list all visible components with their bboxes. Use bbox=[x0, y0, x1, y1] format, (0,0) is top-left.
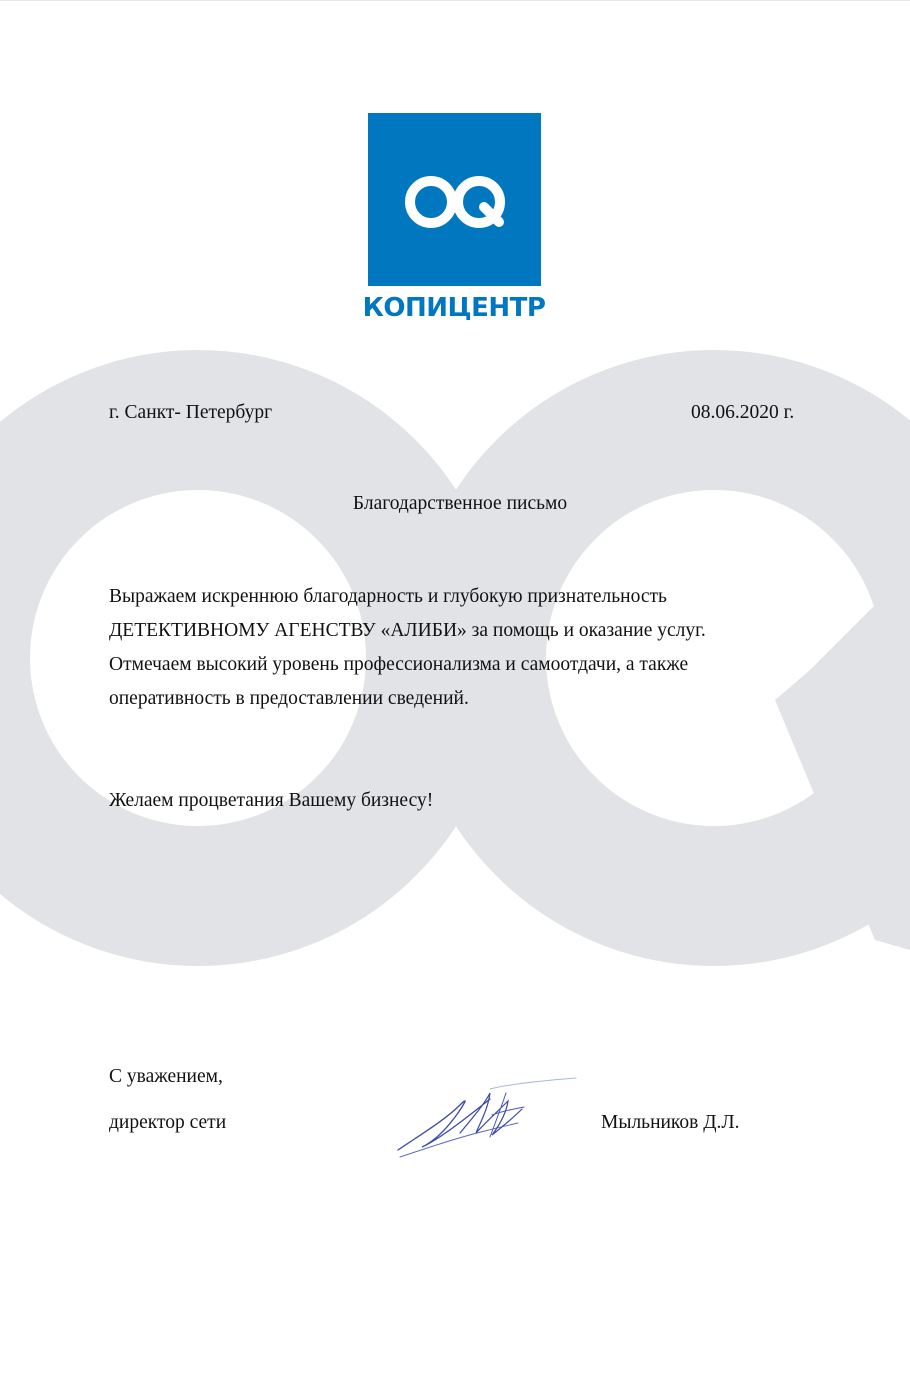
oq-logo-icon bbox=[368, 113, 541, 286]
signer-position: директор сети bbox=[109, 1112, 227, 1133]
body-line: Отмечаем высокий уровень профессионализма и самоотдачи, а также bbox=[109, 654, 689, 675]
signer-name: Мыльников Д.Л. bbox=[601, 1112, 740, 1133]
city: г. Санкт- Петербург bbox=[109, 402, 273, 423]
signature-icon bbox=[390, 1075, 580, 1160]
body-line: ДЕТЕКТИВНОМУ АГЕНСТВУ «АЛИБИ» за помощь и оказание услуг. bbox=[109, 620, 706, 641]
body-line: оперативность в предоставлении сведений. bbox=[109, 688, 469, 709]
letter-body bbox=[109, 580, 706, 716]
body-line: Выражаем искреннюю благодарность и глубокую признательность bbox=[109, 586, 667, 607]
letter-title: Благодарственное письмо bbox=[352, 493, 568, 514]
letter-date: 08.06.2020 г. bbox=[691, 402, 795, 423]
closing: С уважением, bbox=[109, 1066, 223, 1087]
wish-line: Желаем процветания Вашему бизнесу! bbox=[109, 790, 434, 811]
brand-name: КОПИЦЕНТР bbox=[362, 293, 546, 323]
